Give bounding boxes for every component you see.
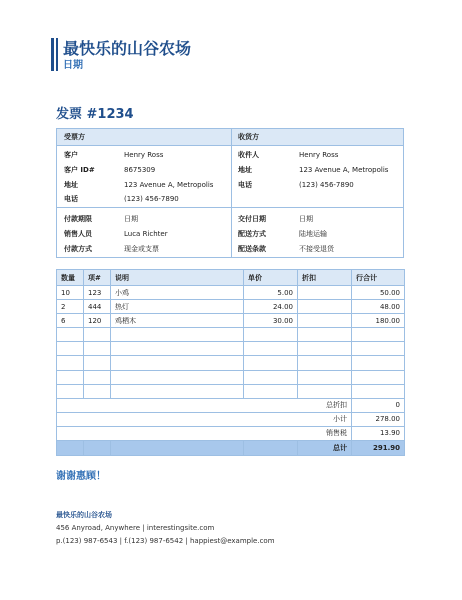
delivery-date-label: 交付日期 [238, 215, 266, 223]
empty-row [57, 328, 405, 342]
total-label: 总计 [298, 441, 352, 456]
table-row [57, 300, 405, 314]
total-discount-label: 总折扣 [57, 398, 352, 412]
cell-discount [298, 300, 352, 314]
delivery-date-value: 日期 [299, 215, 313, 223]
subtotal-value: 278.00 [352, 412, 405, 426]
salesperson-label: 销售人员 [64, 230, 92, 238]
company-name: 最快乐的山谷农场 [63, 39, 192, 58]
recipient-label: 收件人 [238, 151, 259, 159]
ship-to-heading: 收货方 [238, 133, 259, 141]
cell-desc: 小鸡 [111, 286, 244, 300]
invoice-title: 发票 #1234 [56, 107, 134, 122]
col-header-line-total: 行合计 [352, 270, 405, 286]
sales-tax-value: 13.90 [352, 426, 405, 440]
cell-unit-price: 24.00 [244, 300, 298, 314]
ship-phone-value: (123) 456-7890 [299, 181, 354, 189]
total-row [57, 441, 405, 456]
payment-method-label: 付款方式 [64, 245, 92, 253]
payment-due-value: 日期 [124, 215, 138, 223]
cell-line-total: 50.00 [352, 286, 405, 300]
col-header-desc: 说明 [111, 270, 244, 286]
cell-discount [298, 286, 352, 300]
shipping-method-label: 配送方式 [238, 230, 266, 238]
salesperson-value: Luca Richter [124, 230, 168, 238]
payment-method-value: 现金或支票 [124, 245, 159, 253]
bill-address-value: 123 Avenue A, Metropolis [124, 181, 214, 189]
sales-tax-row [57, 426, 405, 440]
cell-qty: 2 [57, 300, 84, 314]
col-header-qty: 数量 [57, 270, 84, 286]
table-row [57, 286, 405, 300]
col-header-discount: 折扣 [298, 270, 352, 286]
divider [231, 129, 232, 257]
ship-address-label: 地址 [238, 166, 252, 174]
customer-info-box [56, 128, 404, 258]
footer-address: 456 Anyroad, Anywhere | interestingsite.com [56, 524, 215, 532]
col-header-unit-price: 单价 [244, 270, 298, 286]
payment-due-label: 付款期限 [64, 215, 92, 223]
empty-row [57, 370, 405, 384]
cell-item: 123 [84, 286, 111, 300]
info-header-row [57, 129, 403, 146]
line-items-table [56, 269, 405, 456]
total-discount-row [57, 398, 405, 412]
ship-address-value: 123 Avenue A, Metropolis [299, 166, 389, 174]
recipient-value: Henry Ross [299, 151, 339, 159]
subtotal-row [57, 412, 405, 426]
cell-discount [298, 314, 352, 328]
table-header-row [57, 270, 405, 286]
footer-contact: p.(123) 987-6543 | f.(123) 987-6542 | happiest@example.com [56, 537, 275, 545]
customer-id-label: 客户 ID# [64, 166, 95, 174]
customer-label: 客户 [64, 151, 78, 159]
customer-id-value: 8675309 [124, 166, 156, 174]
subtotal-label: 小计 [57, 412, 352, 426]
shipping-method-value: 陆地运输 [299, 230, 327, 238]
accent-bar [51, 38, 54, 71]
sales-tax-label: 销售税 [57, 426, 352, 440]
cell-unit-price: 30.00 [244, 314, 298, 328]
table-row [57, 314, 405, 328]
bill-address-label: 地址 [64, 181, 78, 189]
cell-desc: 鸡栖木 [111, 314, 244, 328]
header-date: 日期 [63, 60, 83, 71]
footer-company-name: 最快乐的山谷农场 [56, 511, 112, 519]
cell-qty: 6 [57, 314, 84, 328]
col-header-item: 项# [84, 270, 111, 286]
empty-row [57, 356, 405, 370]
empty-row [57, 384, 405, 398]
cell-desc: 热灯 [111, 300, 244, 314]
accent-bar [56, 38, 58, 71]
total-discount-value: 0 [352, 398, 405, 412]
total-value: 291.90 [352, 441, 405, 456]
divider [57, 207, 403, 208]
empty-row [57, 342, 405, 356]
shipping-terms-value: 不接受退货 [299, 245, 334, 253]
bill-phone-label: 电话 [64, 195, 78, 203]
customer-value: Henry Ross [124, 151, 164, 159]
cell-unit-price: 5.00 [244, 286, 298, 300]
bill-to-heading: 受票方 [64, 133, 85, 141]
cell-item: 444 [84, 300, 111, 314]
cell-line-total: 48.00 [352, 300, 405, 314]
bill-phone-value: (123) 456-7890 [124, 195, 179, 203]
shipping-terms-label: 配送条款 [238, 245, 266, 253]
cell-qty: 10 [57, 286, 84, 300]
cell-line-total: 180.00 [352, 314, 405, 328]
ship-phone-label: 电话 [238, 181, 252, 189]
cell-item: 120 [84, 314, 111, 328]
thank-you-message: 谢谢惠顾！ [56, 471, 106, 482]
